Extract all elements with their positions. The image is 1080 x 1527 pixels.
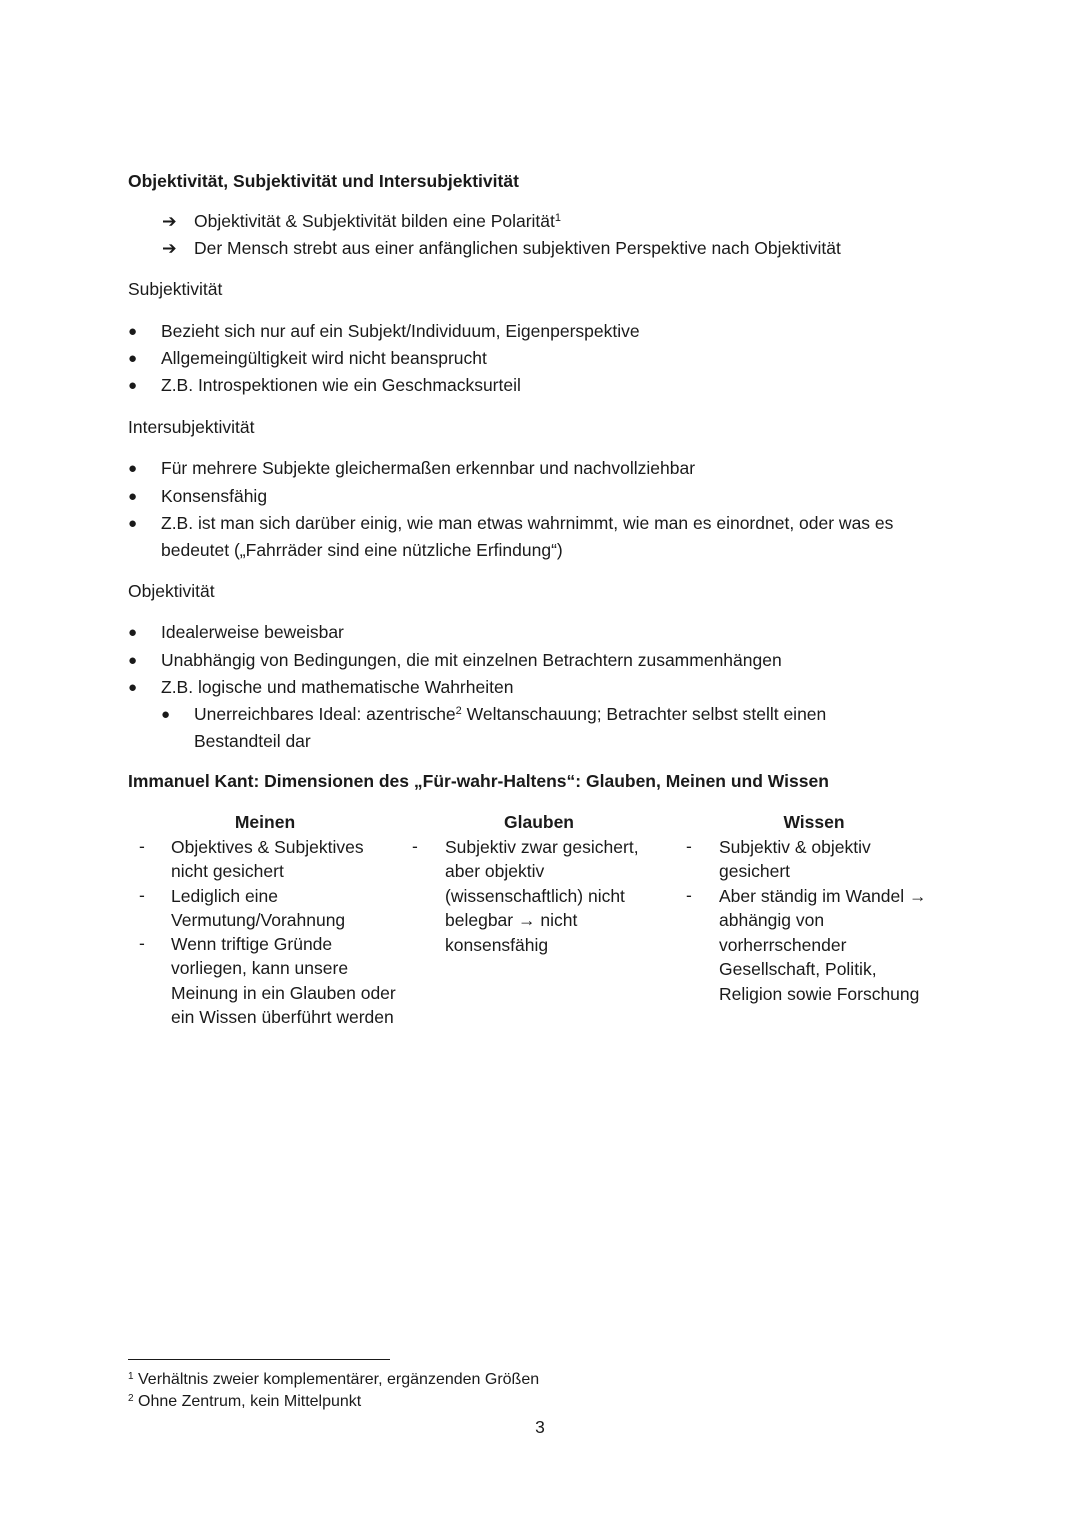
dash-marker: -: [686, 836, 692, 856]
list-item: ● Konsensfähig: [128, 486, 268, 506]
footnote: $^2$ Ohne Zentrum, kein Mittelpunkt: [128, 1393, 362, 1410]
bullet-icon: ●: [128, 377, 138, 394]
footnote-ref: 1: [554, 212, 562, 224]
arrow-icon: ➔: [162, 238, 177, 258]
bullet-icon: ●: [128, 488, 138, 505]
column-header-glauben: Glauben: [503, 812, 574, 832]
bullet-icon: ●: [128, 350, 138, 367]
list-item: Subjektiv & objektiv gesichert: [719, 837, 871, 882]
bullet-icon: ●: [128, 652, 138, 669]
list-item: ● Z.B. Introspektionen wie ein Geschmacksurteil: [128, 375, 521, 395]
dash-marker: -: [412, 836, 418, 856]
arrow-item: ➔ Objektivität & Subjektivität bilden eine Polarität$^1$: [162, 211, 562, 231]
footnote-ref: 2: [455, 705, 462, 717]
sub-list-item: ● Unerreichbares Ideal: azentrische$^2$ Weltanschauung; Betrachter selbst stellt einen: [161, 704, 827, 724]
dash-marker: -: [139, 885, 145, 905]
dash-marker: -: [139, 933, 145, 953]
list-item: Aber ständig im Wandel → abhängig von vorherrschender Gesellschaft, Politik, Religion sowie Forschung: [719, 886, 927, 1004]
list-item: Wenn triftige Gründe vorliegen, kann unsere Meinung in ein Glauben oder ein Wissen überführt werden: [171, 934, 396, 1028]
list-item: ● Für mehrere Subjekte gleichermaßen erkennbar und nachvollziehbar: [128, 458, 696, 478]
list-item: Lediglich eine Vermutung/Vorahnung: [171, 886, 346, 931]
list-item: Objektives & Subjektives nicht gesichert: [171, 837, 364, 882]
list-item: ● Z.B. logische und mathematische Wahrheiten: [128, 677, 514, 697]
dash-marker: -: [686, 885, 692, 905]
bullet-icon: ●: [128, 624, 138, 641]
dash-marker: -: [139, 836, 145, 856]
list-item: Subjektiv zwar gesichert, aber objektiv (wissenschaftlich) nicht belegbar → nicht konsensfähig: [445, 837, 639, 955]
list-item: ● Bezieht sich nur auf ein Subjekt/Individuum, Eigenperspektive: [128, 321, 640, 341]
footnote: $^1$ Verhältnis zweier komplementärer, ergänzenden Größen: [128, 1371, 540, 1388]
footnote-separator: [128, 1359, 390, 1360]
bullet-icon: ●: [161, 706, 171, 723]
column-header-wissen: Wissen: [783, 812, 845, 832]
section-heading: Objektivität, Subjektivität und Intersubjektivität: [128, 171, 519, 191]
subheading: Intersubjektivität: [128, 417, 255, 437]
page-number: 3: [535, 1417, 545, 1437]
arrow-item: ➔ Der Mensch strebt aus einer anfänglichen subjektiven Perspektive nach Objektivität: [162, 238, 841, 258]
bullet-icon: ●: [128, 515, 138, 532]
list-item: ● Z.B. ist man sich darüber einig, wie man etwas wahrnimmt, wie man es einordnet, oder was es: [128, 513, 894, 533]
subheading: Objektivität: [128, 581, 215, 601]
bullet-icon: ●: [128, 323, 138, 340]
arrow-icon: ➔: [162, 211, 177, 231]
section-heading: Immanuel Kant: Dimensionen des „Für-wahr-Haltens“: Glauben, Meinen und Wissen: [128, 771, 829, 791]
list-item: ● Allgemeingültigkeit wird nicht beansprucht: [128, 348, 487, 368]
list-item: ● Idealerweise beweisbar: [128, 622, 344, 642]
list-item-continuation: Bestandteil dar: [194, 731, 311, 751]
subheading: Subjektivität: [128, 279, 223, 299]
bullet-icon: ●: [128, 679, 138, 696]
list-item: ● Unabhängig von Bedingungen, die mit einzelnen Betrachtern zusammenhängen: [128, 650, 782, 670]
column-header-meinen: Meinen: [234, 812, 296, 832]
list-item-continuation: bedeutet („Fahrräder sind eine nützliche Erfindung“): [161, 540, 563, 560]
bullet-icon: ●: [128, 460, 138, 477]
